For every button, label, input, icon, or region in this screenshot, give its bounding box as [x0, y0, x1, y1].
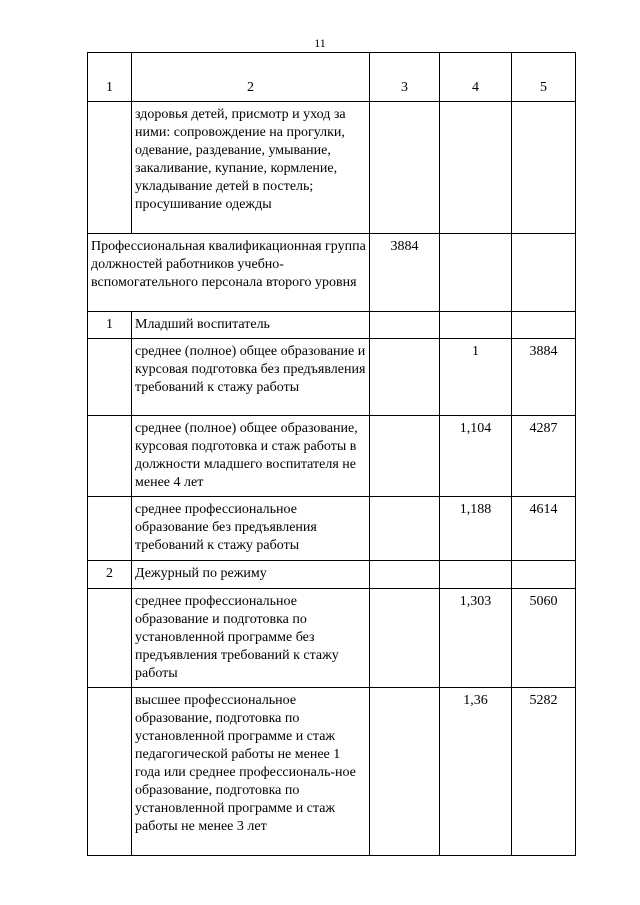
cell-number	[88, 688, 132, 856]
cell-description: среднее (полное) общее образование, курсовая подготовка и стаж работы в должности младшего воспитателя не менее 4 лет	[132, 416, 370, 497]
cell-salary: 4287	[512, 416, 576, 497]
salary-table	[87, 52, 576, 856]
cell-salary: 3884	[512, 339, 576, 416]
cell-base-salary	[370, 416, 440, 497]
group-title: Профессиональная квалификационная группа должностей работников учебно-вспомогательного персонала второго уровня	[88, 234, 370, 312]
cell-base-salary	[370, 589, 440, 688]
position-title: Младший воспитатель	[132, 312, 370, 339]
cell-number	[88, 497, 132, 561]
header-cell: 5	[512, 53, 576, 102]
cell-base-salary	[370, 561, 440, 589]
position-row	[88, 561, 576, 589]
cell-base-salary	[370, 102, 440, 234]
cell-base-salary	[370, 688, 440, 856]
page-number: 11	[314, 36, 326, 50]
cell-coefficient: 1,36	[440, 688, 512, 856]
cell-description: здоровья детей, присмотр и уход за ними: сопровождение на прогулки, одевание, раздевание, умывание, закаливание, купание, кормление, укладывание детей в постель; просушивание одежды	[132, 102, 370, 234]
position-title: Дежурный по режиму	[132, 561, 370, 589]
table-row	[88, 339, 576, 416]
cell-salary	[512, 102, 576, 234]
cell-description: высшее профессиональное образование, подготовка по установленной программе и стаж педагогической работы не менее 1 года или среднее профессиональ-ное образование, подготовка по установленной программе и стаж работы не менее 3 лет	[132, 688, 370, 856]
cell-salary	[512, 312, 576, 339]
cell-salary	[512, 561, 576, 589]
table-row	[88, 589, 576, 688]
cell-coefficient	[440, 312, 512, 339]
header-cell: 2	[132, 53, 370, 102]
table-row	[88, 416, 576, 497]
header-cell: 4	[440, 53, 512, 102]
cell-number	[88, 416, 132, 497]
cell-number	[88, 589, 132, 688]
cell-coefficient: 1	[440, 339, 512, 416]
cell-salary: 5060	[512, 589, 576, 688]
cell-coefficient: 1,188	[440, 497, 512, 561]
cell-coefficient: 1,104	[440, 416, 512, 497]
cell-description: среднее (полное) общее образование и курсовая подготовка без предъявления требований к стажу работы	[132, 339, 370, 416]
table-row	[88, 102, 576, 234]
cell-coefficient	[440, 102, 512, 234]
cell-base-salary	[370, 497, 440, 561]
table-header-row	[88, 53, 576, 102]
cell-description: среднее профессиональное образование и подготовка по установленной программе без предъявления требований к стажу работы	[132, 589, 370, 688]
header-cell: 1	[88, 53, 132, 102]
position-row	[88, 312, 576, 339]
cell-coefficient: 1,303	[440, 589, 512, 688]
cell-base-salary	[370, 312, 440, 339]
header-cell: 3	[370, 53, 440, 102]
table-row	[88, 688, 576, 856]
cell-salary: 4614	[512, 497, 576, 561]
cell-description: среднее профессиональное образование без предъявления требований к стажу работы	[132, 497, 370, 561]
cell-salary: 5282	[512, 688, 576, 856]
cell-coefficient	[440, 234, 512, 312]
cell-number	[88, 339, 132, 416]
cell-number	[88, 102, 132, 234]
cell-salary	[512, 234, 576, 312]
position-number: 1	[88, 312, 132, 339]
table-row	[88, 497, 576, 561]
cell-base-salary	[370, 339, 440, 416]
group-row	[88, 234, 576, 312]
group-base-salary: 3884	[370, 234, 440, 312]
position-number: 2	[88, 561, 132, 589]
cell-coefficient	[440, 561, 512, 589]
